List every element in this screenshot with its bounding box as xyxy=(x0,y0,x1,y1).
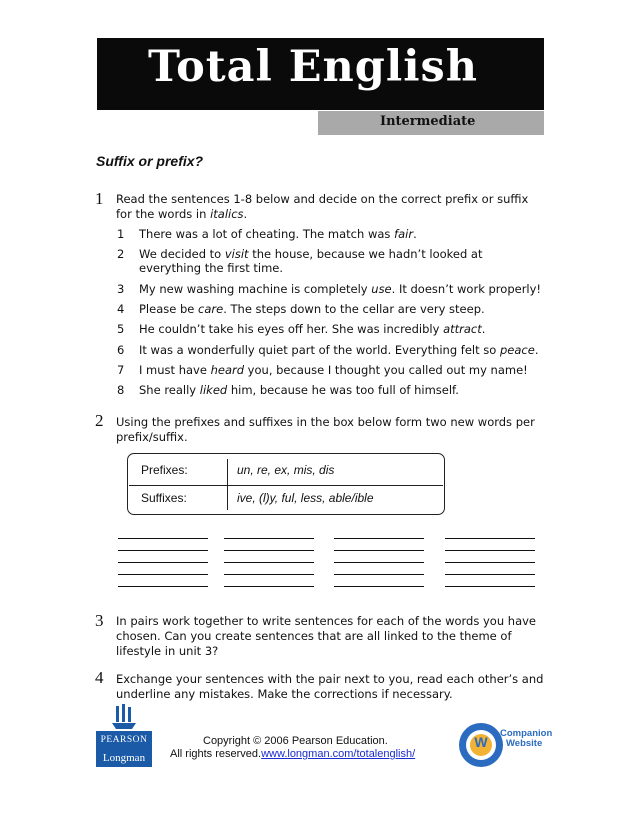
prefixes-list: un, re, ex, mis, dis xyxy=(237,463,335,477)
item-sentence: It was a wonderfully quiet part of the world. Everything felt so peace. xyxy=(139,343,539,357)
exercise-number: 4 xyxy=(95,668,104,687)
suffixes-list: ive, (l)y, ful, less, able/ible xyxy=(237,491,374,505)
answer-line[interactable] xyxy=(334,562,424,563)
answer-line[interactable] xyxy=(118,574,208,575)
exercise-number: 2 xyxy=(95,411,104,430)
answer-line[interactable] xyxy=(118,562,208,563)
exercise-instruction: Using the prefixes and suffixes in the box below form two new words per prefix/suffix. xyxy=(116,415,535,444)
item-sentence: We decided to visit the house, because we hadn’t looked at everything the first time. xyxy=(139,247,483,275)
answer-line[interactable] xyxy=(334,538,424,539)
website-label: Website xyxy=(506,738,543,749)
exercise-instruction: In pairs work together to write sentences for each of the words you have chosen. Can you create sentences that are all linked to the theme of lifestyle in unit 3? xyxy=(116,614,536,658)
item-number: 3 xyxy=(117,282,125,296)
answer-line[interactable] xyxy=(334,574,424,575)
answer-line[interactable] xyxy=(118,550,208,551)
answer-line[interactable] xyxy=(118,586,208,587)
rights-text: All rights reserved.www.longman.com/totalenglish/ xyxy=(170,748,416,760)
exercise-instruction: Read the sentences 1-8 below and decide on the correct prefix or suffix for the words in italics. xyxy=(116,192,529,221)
website-link[interactable]: www.longman.com/totalenglish/ xyxy=(261,748,416,760)
answer-line[interactable] xyxy=(224,538,314,539)
answer-line[interactable] xyxy=(224,562,314,563)
exercise-number: 1 xyxy=(95,189,104,208)
prefixes-label: Prefixes: xyxy=(141,463,188,477)
answer-line[interactable] xyxy=(224,574,314,575)
companion-label: Companion xyxy=(500,728,553,739)
answer-line[interactable] xyxy=(445,586,535,587)
answer-line[interactable] xyxy=(224,550,314,551)
answer-line[interactable] xyxy=(445,574,535,575)
item-sentence: There was a lot of cheating. The match was fair. xyxy=(139,227,417,241)
item-sentence: I must have heard you, because I thought you called out my name! xyxy=(139,363,528,377)
item-number: 6 xyxy=(117,343,125,357)
badge-letter: W xyxy=(474,734,488,750)
imprint-name: Longman xyxy=(102,752,146,764)
item-sentence: My new washing machine is completely use. It doesn’t work properly! xyxy=(139,282,542,296)
item-number: 4 xyxy=(117,302,125,316)
item-number: 2 xyxy=(117,247,125,261)
box-divider xyxy=(227,459,228,510)
answer-line[interactable] xyxy=(445,550,535,551)
item-sentence: He couldn’t take his eyes off her. She was incredibly attract. xyxy=(139,322,486,336)
item-sentence: Please be care. The steps down to the cellar are very steep. xyxy=(139,302,485,316)
item-number: 8 xyxy=(117,383,125,397)
answer-line[interactable] xyxy=(224,586,314,587)
answer-line[interactable] xyxy=(334,550,424,551)
answer-line[interactable] xyxy=(445,538,535,539)
level-label: Intermediate xyxy=(380,114,476,129)
item-number: 5 xyxy=(117,322,125,336)
copyright-text: Copyright © 2006 Pearson Education. xyxy=(203,735,388,747)
section-title: Suffix or prefix? xyxy=(96,153,204,169)
ship-logo-icon xyxy=(112,704,136,730)
answer-blanks xyxy=(118,538,538,598)
box-divider xyxy=(129,485,443,486)
suffixes-label: Suffixes: xyxy=(141,491,187,505)
answer-line[interactable] xyxy=(118,538,208,539)
answer-line[interactable] xyxy=(334,586,424,587)
exercise-number: 3 xyxy=(95,611,104,630)
item-number: 1 xyxy=(117,227,125,241)
publisher-name: PEARSON xyxy=(100,735,148,745)
item-sentence: She really liked him, because he was too full of himself. xyxy=(139,383,459,397)
book-title: Total English xyxy=(148,42,479,92)
item-number: 7 xyxy=(117,363,125,377)
answer-line[interactable] xyxy=(445,562,535,563)
exercise-instruction: Exchange your sentences with the pair next to you, read each other’s and underline any mistakes. Make the corrections if necessary. xyxy=(116,672,544,701)
